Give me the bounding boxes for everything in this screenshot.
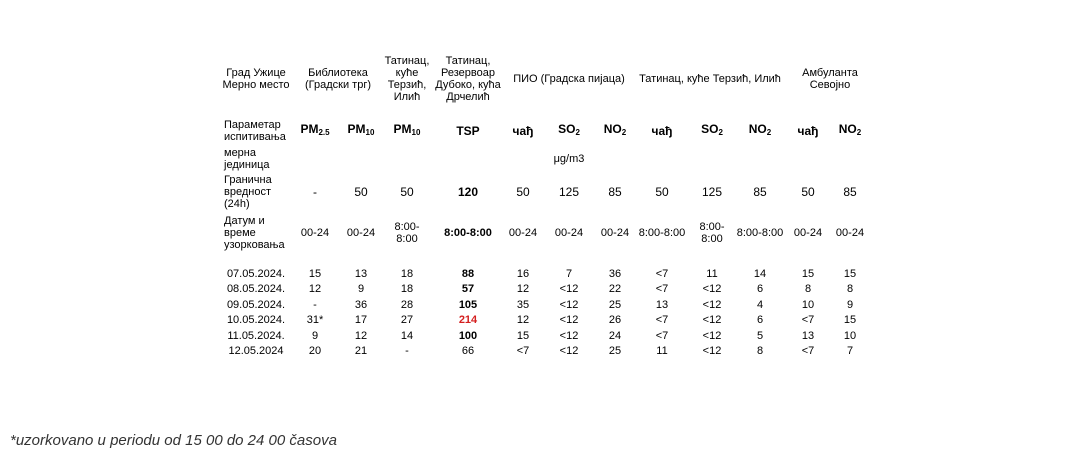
limit-value: 50 (400, 185, 414, 199)
parameter-cell (692, 116, 732, 146)
limit-value: 125 (558, 185, 580, 199)
value-cell: 12 (516, 314, 530, 327)
value-cell: 10 (843, 329, 857, 342)
limit-label: Гранична вредност (24h) (224, 174, 272, 210)
parameter-subscript: 2.5 (318, 128, 330, 137)
parameter-label: Параметар испитивања (224, 119, 286, 143)
value-cell: 27 (400, 314, 414, 327)
value-cell: 14 (753, 267, 767, 280)
limit-value: 50 (801, 185, 815, 199)
parameter-cell (788, 116, 828, 146)
empty-cell (292, 146, 338, 172)
date-cell: 09.05.2024. (226, 298, 286, 311)
parameter-name: чађ (797, 124, 819, 138)
parameter-cell (598, 116, 632, 146)
limit-value: 120 (457, 185, 479, 199)
value-cell: 22 (608, 283, 622, 296)
empty-cell (540, 254, 598, 266)
value-cell: 10 (801, 298, 815, 311)
empty-cell (598, 254, 632, 266)
table-row (220, 266, 872, 282)
value-cell: 25 (608, 298, 622, 311)
empty-cell (788, 254, 828, 266)
parameter-cell (506, 116, 540, 146)
value-cell: <7 (516, 345, 530, 358)
value-cell: 214 (458, 314, 478, 327)
table-row (220, 297, 872, 313)
value-cell: <7 (801, 314, 815, 327)
value-cell: 5 (756, 329, 764, 342)
value-cell: 12 (308, 283, 322, 296)
value-cell: 6 (756, 314, 764, 327)
parameter-cell (732, 116, 788, 146)
parameter-subscript: 10 (365, 128, 375, 137)
sampling-value: 00-24 (508, 227, 538, 239)
value-cell: 57 (461, 283, 475, 296)
limit-value: 85 (843, 185, 857, 199)
value-cell: <12 (702, 283, 722, 296)
sampling-value: 8:00-8:00 (444, 227, 492, 239)
unit-label: мерна јединица (224, 147, 270, 171)
value-cell: 15 (843, 314, 857, 327)
empty-cell (220, 254, 292, 266)
sampling-value: 8:00-8:00 (736, 227, 784, 239)
value-cell: 36 (608, 267, 622, 280)
value-cell: 21 (354, 345, 368, 358)
empty-cell (338, 146, 384, 172)
table-row (220, 313, 872, 329)
sampling-value: 00-24 (300, 227, 330, 239)
parameter-row (220, 116, 872, 146)
date-cell: 12.05.2024 (228, 345, 284, 358)
air-quality-table (220, 42, 872, 359)
value-cell: 9 (311, 329, 319, 342)
value-cell: 15 (516, 329, 530, 342)
value-cell: 7 (846, 345, 854, 358)
value-cell: <12 (702, 329, 722, 342)
limit-value: 50 (655, 185, 669, 199)
empty-cell (732, 254, 788, 266)
empty-cell (632, 146, 692, 172)
parameter-subscript: 2 (718, 128, 723, 137)
empty-cell (384, 146, 430, 172)
value-cell: 12 (516, 283, 530, 296)
sampling-value: 00-24 (554, 227, 584, 239)
date-cell: 10.05.2024. (226, 314, 286, 327)
value-cell: 12 (354, 329, 368, 342)
sampling-value: 00-24 (835, 227, 865, 239)
station-header-row (220, 42, 872, 116)
parameter-name: PM (300, 122, 319, 136)
parameter-name: PM (393, 122, 412, 136)
value-cell: 4 (756, 298, 764, 311)
value-cell: 13 (801, 329, 815, 342)
empty-cell (828, 254, 872, 266)
limit-value: 85 (608, 185, 622, 199)
parameter-name: NO (748, 122, 767, 136)
parameter-name: NO (838, 122, 857, 136)
empty-cell (632, 254, 692, 266)
value-cell: 9 (846, 298, 854, 311)
parameter-subscript: 2 (856, 128, 862, 137)
unit-row (220, 146, 872, 172)
value-cell: 36 (354, 298, 368, 311)
value-cell: <12 (702, 345, 722, 358)
value-cell: 11 (706, 267, 718, 280)
limit-row (220, 172, 872, 212)
station-header: Татинац, куће Терзић, Илић (384, 55, 430, 103)
value-cell: 7 (565, 267, 573, 280)
value-cell: <12 (559, 298, 579, 311)
footnote: *uzorkovano u periodu od 15 00 do 24 00 časova (10, 432, 337, 449)
parameter-subscript: 10 (411, 128, 421, 137)
parameter-name: NO (603, 122, 622, 136)
parameter-cell (540, 116, 598, 146)
value-cell: 16 (516, 267, 530, 280)
value-cell: 8 (846, 283, 854, 296)
sampling-label: Датум и време узорковања (224, 215, 285, 251)
sampling-value: 8:00-8:00 (394, 221, 420, 245)
parameter-cell (338, 116, 384, 146)
spacer-row (220, 254, 872, 266)
value-cell: 9 (357, 283, 365, 296)
value-cell: 6 (756, 283, 764, 296)
value-cell: 26 (608, 314, 622, 327)
parameter-name: PM (347, 122, 366, 136)
value-cell: 15 (308, 267, 322, 280)
date-cell: 11.05.2024. (227, 329, 285, 342)
empty-cell (732, 146, 788, 172)
parameter-name: TSP (456, 124, 480, 138)
date-cell: 07.05.2024. (226, 267, 286, 280)
value-cell: - (313, 298, 317, 311)
value-cell: <12 (702, 298, 722, 311)
value-cell: 66 (461, 345, 475, 358)
empty-cell (430, 254, 506, 266)
value-cell: <7 (655, 283, 669, 296)
parameter-name: чађ (651, 124, 673, 138)
value-cell: 31* (306, 314, 324, 327)
parameter-subscript: 2 (766, 128, 772, 137)
limit-value: 85 (753, 185, 767, 199)
empty-cell (692, 254, 732, 266)
limit-value: 125 (701, 185, 723, 199)
sampling-value: 00-24 (346, 227, 376, 239)
sampling-row (220, 212, 872, 254)
value-cell: 8 (804, 283, 812, 296)
value-cell: <7 (655, 267, 669, 280)
value-cell: 17 (354, 314, 368, 327)
value-cell: 20 (308, 345, 322, 358)
empty-cell (292, 254, 338, 266)
station-header: Амбуланта Севојно (802, 67, 858, 91)
value-cell: - (405, 345, 409, 358)
empty-cell (828, 146, 872, 172)
station-header: ПИО (Градска пијаца) (513, 73, 625, 85)
value-cell: 11 (656, 345, 668, 358)
value-cell: <12 (559, 329, 579, 342)
parameter-cell (292, 116, 338, 146)
parameter-name: SO (701, 122, 719, 136)
value-cell: 13 (354, 267, 368, 280)
limit-value: - (313, 185, 317, 199)
empty-cell (430, 146, 506, 172)
parameter-subscript: 2 (621, 128, 627, 137)
station-header: Библиотека (Градски трг) (305, 67, 371, 91)
value-cell: 24 (608, 329, 622, 342)
value-cell: <12 (702, 314, 722, 327)
value-cell: <7 (655, 329, 669, 342)
limit-value: 50 (354, 185, 368, 199)
station-header: Татинац, куће Терзић, Илић (639, 73, 781, 85)
value-cell: 105 (458, 298, 478, 311)
parameter-subscript: 2 (575, 128, 580, 137)
date-cell: 08.05.2024. (226, 283, 286, 296)
value-cell: 8 (756, 345, 764, 358)
table-row (220, 328, 872, 344)
value-cell: <12 (559, 283, 579, 296)
value-cell: 18 (400, 267, 414, 280)
empty-cell (506, 254, 540, 266)
value-cell: 25 (608, 345, 622, 358)
table-row (220, 282, 872, 298)
value-cell: 14 (400, 329, 414, 342)
parameter-name: чађ (512, 124, 534, 138)
value-cell: <12 (559, 345, 579, 358)
value-cell: 15 (801, 267, 815, 280)
parameter-name: SO (558, 122, 576, 136)
parameter-cell (632, 116, 692, 146)
sampling-value: 8:00-8:00 (638, 227, 686, 239)
value-cell: <7 (801, 345, 815, 358)
parameter-cell (430, 116, 506, 146)
place-header: Град Ужице Мерно место (222, 67, 290, 91)
value-cell: <12 (559, 314, 579, 327)
value-cell: 18 (400, 283, 414, 296)
sampling-value: 8:00-8:00 (699, 221, 725, 245)
parameter-cell (828, 116, 872, 146)
value-cell: <7 (655, 314, 669, 327)
empty-cell (788, 146, 828, 172)
value-cell: 35 (516, 298, 530, 311)
empty-cell (384, 254, 430, 266)
limit-value: 50 (516, 185, 530, 199)
parameter-cell (384, 116, 430, 146)
value-cell: 13 (655, 298, 669, 311)
sampling-value: 00-24 (793, 227, 823, 239)
value-cell: 15 (843, 267, 857, 280)
sampling-value: 00-24 (600, 227, 630, 239)
empty-cell (692, 146, 732, 172)
value-cell: 88 (461, 267, 475, 280)
unit-value: μg/m3 (553, 153, 585, 165)
value-cell: 28 (400, 298, 414, 311)
table-row (220, 344, 872, 360)
value-cell: 100 (458, 329, 478, 342)
station-header: Татинац, Резервоар Дубоко, кућа Дрчелић (435, 55, 501, 103)
empty-cell (338, 254, 384, 266)
